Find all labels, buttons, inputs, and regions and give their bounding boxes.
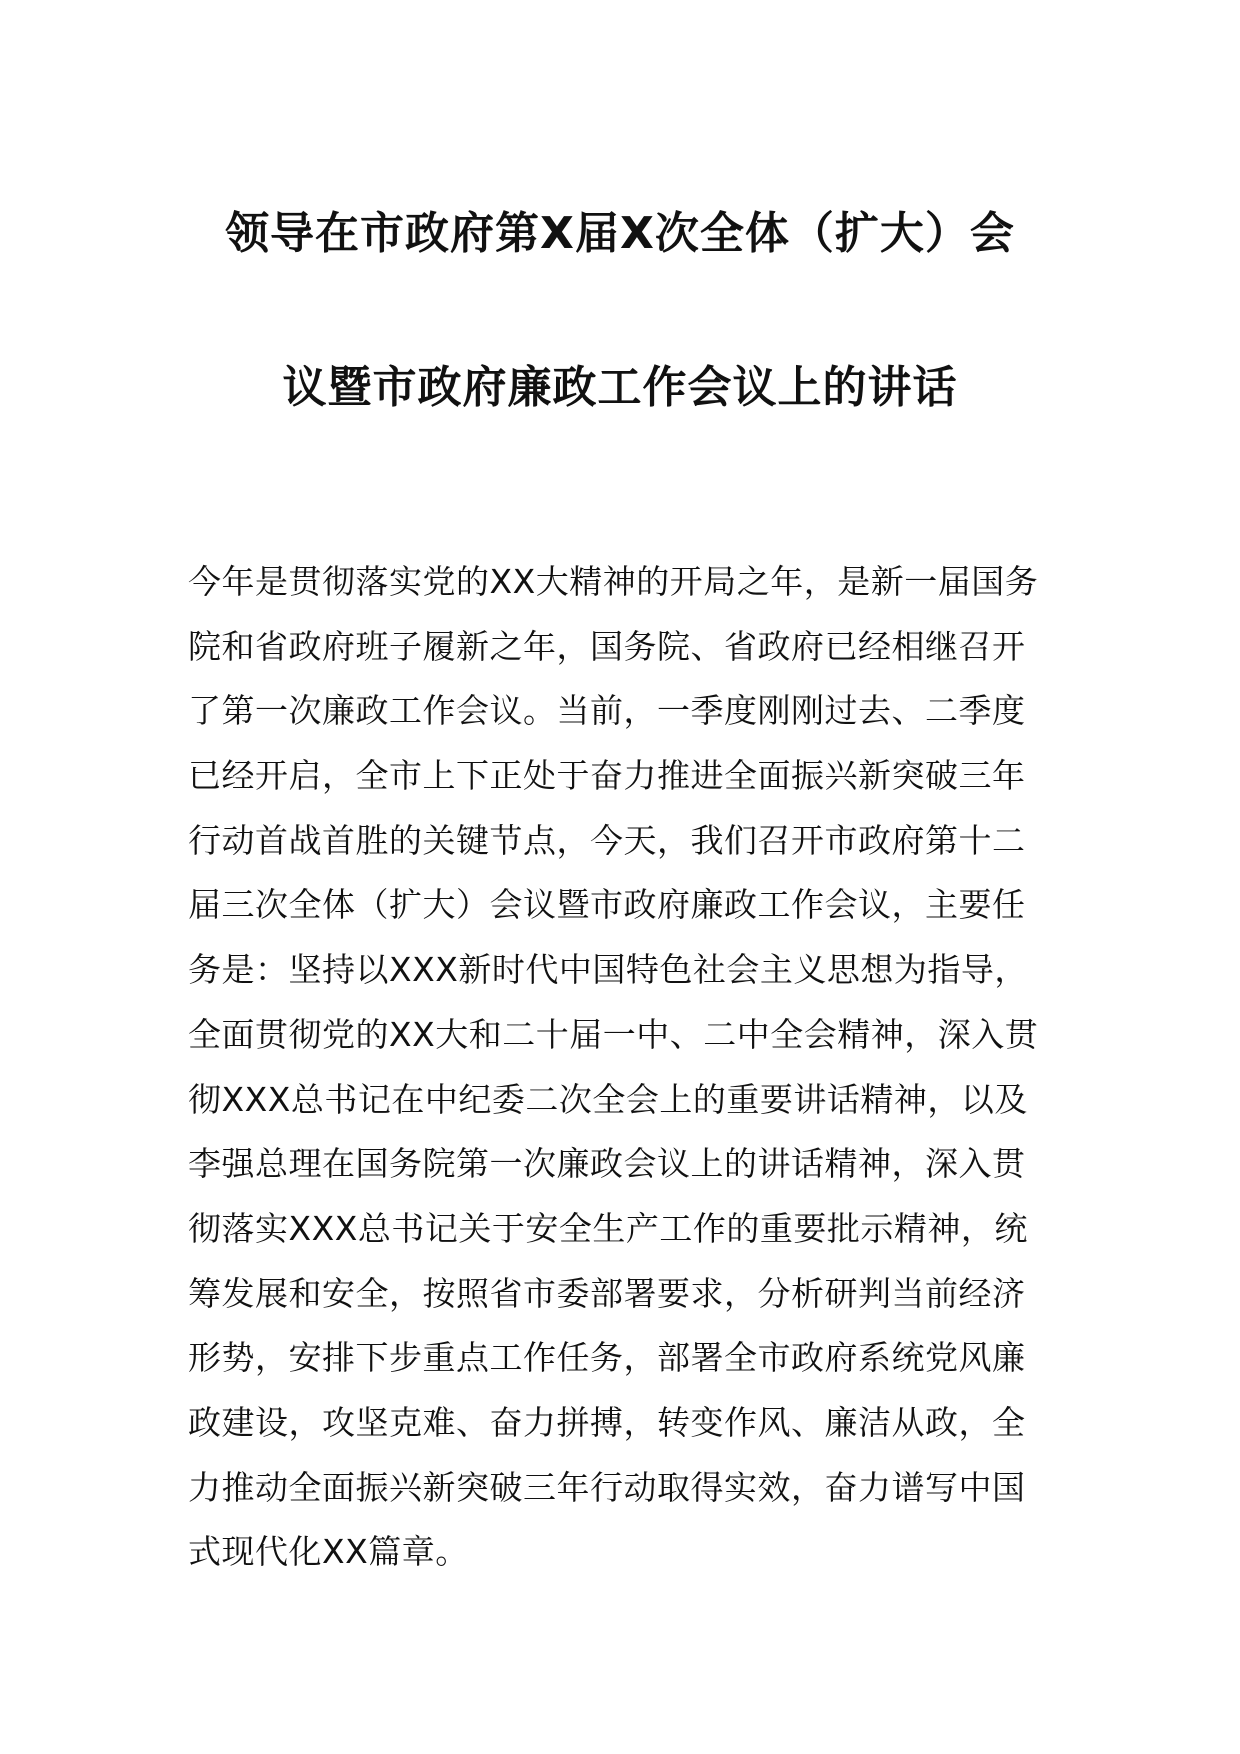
paragraph-line: 全面贯彻党的XX大和二十届一中、二中全会精神，深入贯 [188, 1014, 1039, 1054]
document-title-line-1: 领导在市政府第X届X次全体（扩大）会 [225, 208, 1015, 259]
paragraph-line: 行动首战首胜的关键节点，今天，我们召开市政府第十二 [188, 820, 1026, 860]
paragraph-line: 彻XXX总书记在中纪委二次全会上的重要讲话精神，以及 [188, 1079, 1028, 1119]
document-title-line-2: 议暨市政府廉政工作会议上的讲话 [282, 362, 958, 413]
paragraph-line: 已经开启，全市上下正处于奋力推进全面振兴新突破三年 [188, 756, 1026, 796]
paragraph-line: 今年是贯彻落实党的XX大精神的开局之年，是新一届国务 [188, 562, 1039, 601]
paragraph-line: 务是：坚持以XXX新时代中国特色社会主义思想为指导， [188, 950, 1028, 990]
paragraph-line: 院和省政府班子履新之年，国务院、省政府已经相继召开 [188, 626, 1026, 666]
paragraph-line: 政建设，攻坚克难、奋力拼搏，转变作风、廉洁从政，全 [188, 1402, 1026, 1442]
paragraph-line: 形势，安排下步重点工作任务，部署全市政府系统党风廉 [188, 1338, 1026, 1378]
paragraph-line: 力推动全面振兴新突破三年行动取得实效，奋力谱写中国 [188, 1467, 1026, 1507]
paragraph-line: 式现代化XX篇章。 [188, 1532, 469, 1572]
paragraph-line: 届三次全体（扩大）会议暨市政府廉政工作会议，主要任 [188, 885, 1026, 925]
paragraph-line: 了第一次廉政工作会议。当前，一季度刚刚过去、二季度 [188, 691, 1026, 731]
paragraph-line: 李强总理在国务院第一次廉政会议上的讲话精神，深入贯 [188, 1144, 1026, 1184]
paragraph-line: 筹发展和安全，按照省市委部署要求，分析研判当前经济 [188, 1273, 1026, 1313]
body-paragraph [188, 550, 1058, 1585]
paragraph-line: 彻落实XXX总书记关于安全生产工作的重要批示精神，统 [188, 1208, 1028, 1248]
